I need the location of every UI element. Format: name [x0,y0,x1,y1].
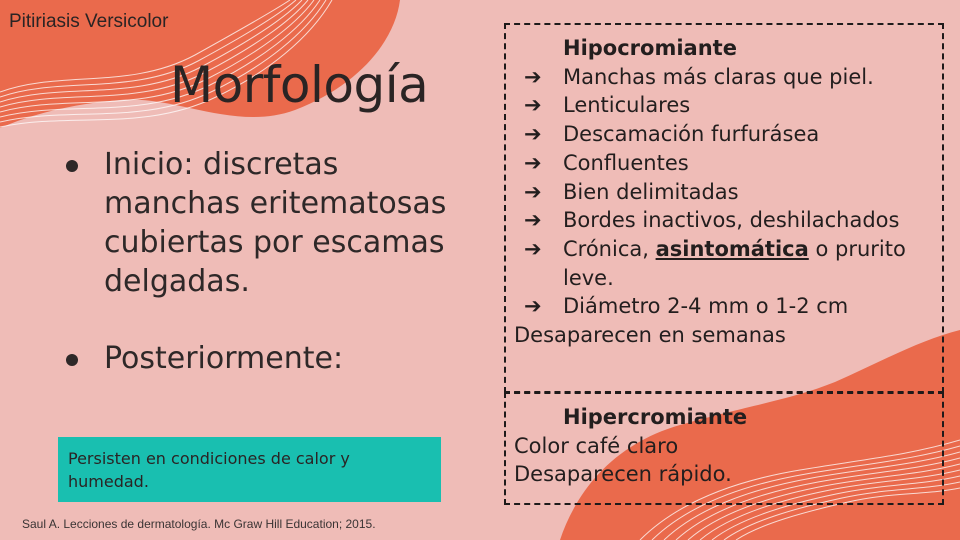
hyperchromic-heading: Hipercromiante [563,405,748,429]
bullet-dot-icon [66,354,78,366]
list-item [514,63,939,92]
list-item-text: Confluentes [563,150,689,175]
list-item [514,120,939,149]
hypochromic-footer: Desaparecen en semanas [514,323,786,348]
arrow-right-icon: ➔ [524,179,542,204]
arrow-right-icon: ➔ [524,122,542,147]
hyperchromic-line: Desaparecen rápido. [514,462,732,487]
bullet-item [62,339,482,378]
citation: Saul A. Lecciones de dermatología. Mc Graw Hill Education; 2015. [22,517,376,531]
list-item [514,91,939,120]
list-item-text: Manchas más claras que piel. [563,64,874,89]
bullet-text: Posteriormente: [104,341,344,376]
list-item [514,206,939,235]
list-item-text: Bien delimitadas [563,179,739,204]
list-item [514,149,939,178]
arrow-right-icon: ➔ [524,64,542,89]
list-item-text: Descamación furfurásea [563,122,820,147]
list-item [514,178,939,207]
hypochromic-heading: Hipocromiante [563,36,737,60]
list-item [514,292,939,321]
main-bullet-list [62,145,482,378]
emphasized-word: asintomática [655,236,809,261]
list-item-text: Lenticulares [563,93,691,118]
arrow-right-icon: ➔ [524,150,542,175]
bullet-item [62,145,482,301]
list-item-text: o prurito leve. [563,236,906,290]
slide-title: Morfología [170,56,429,114]
slide-topic: Pitiriasis Versicolor [9,11,169,32]
arrow-right-icon: ➔ [524,208,542,233]
arrow-right-icon: ➔ [524,294,542,319]
list-item [514,235,939,292]
hypochromic-panel [514,34,939,350]
arrow-right-icon: ➔ [524,236,542,261]
bullet-text: Inicio: discretas manchas eritematosas cubiertas por escamas delgadas. [104,147,447,299]
bullet-dot-icon [66,160,78,172]
hyperchromic-panel [514,403,939,489]
list-item-text: Diámetro 2-4 mm o 1-2 cm [563,294,849,319]
list-item-text: Bordes inactivos, deshilachados [563,208,900,233]
arrow-right-icon: ➔ [524,93,542,118]
list-item-text: Crónica, [563,236,656,261]
hyperchromic-line: Color café claro [514,433,679,458]
note-callout: Persisten en condiciones de calor y humedad. [58,437,441,502]
